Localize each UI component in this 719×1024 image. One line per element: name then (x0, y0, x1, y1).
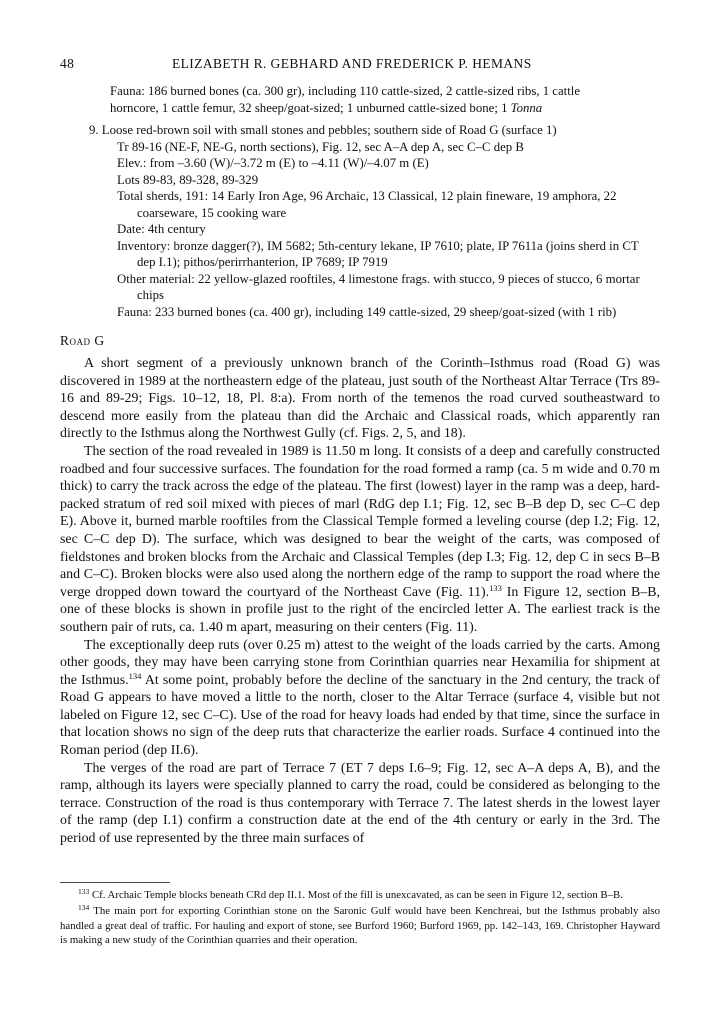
paragraph: The exceptionally deep ruts (over 0.25 m) attest to the weight of the loads carried by the carts. Among other goods, they may have been carrying stone from Corinthian quarries near Hexamilia for shipment at the Isthmus.$^{134}$ At some point, probably before the decline of the sanctuary in the 2nd century, the track of Road G appears to have moved a little to the north, closer to the Altar Terrace (surface 4, visible but not labeled on Figure 12, sec C–C). Use of the road for heavy loads had ended by that time, since the surface in that location shows no sign of the deep ruts that characterize the earlier roads. Surface 4 continued into the Roman period (dep II.6). (60, 637, 660, 759)
tonna-italic: Tonna (510, 100, 543, 115)
footnote-ref-133[interactable]: 133 (489, 582, 502, 593)
entry-sherds: Total sherds, 191: 14 Early Iron Age, 96 Archaic, 13 Classical, 12 plain fineware, 19 amphora, 22 coarseware, 15 cooking ware (117, 189, 617, 220)
entry-fauna: Fauna: 233 burned bones (ca. 400 gr), including 149 cattle-sized, 29 sheep/goat-sized (with 1 rib) (117, 304, 617, 319)
fauna-entry-continued (110, 83, 659, 116)
paragraph: The section of the road revealed in 1989 is 11.50 m long. It consists of a deep and carefully constructed roadbed and four successive surfaces. The foundation for the road formed a ramp (ca. 5 m wide and 0.70 m thick) to carry the track across the edge of the plateau. The first (lowest) layer in the ramp was a deep, hard-packed stratum of red soil mixed with pieces of marl (RdG dep I.1; Fig. 12, sec B–B dep D, sec C–C dep E). Above it, burned marble rooftiles from the Classical Temple formed a leveling course (dep I.2; Fig. 12, sec C–C dep D). The surface, which was designed to bear the weight of the carts, was composed of fieldstones and broken blocks from the Archaic and Classical Temples (dep I.3; Fig. 12, dep C in secs B–B and C–C). Broken blocks were also used along the northern edge of the ramp to support the road where the verge dropped down toward the courtyard of the Northeast Cave (Fig. 11).$^{133}$ In Figure 12, section B–B, one of these blocks is shown in profile just to the right of the encircled letter A. The earliest track is the southern pair of ruts, ca. 1.40 m apart, measuring on their centers (Fig. 11). (60, 443, 660, 635)
footnote-134: $^{134}$ The main port for exporting Corinthian stone on the Saronic Gulf would have been Kenchreai, but the Isthmus probably also handled a great deal of traffic. For hauling and export of stone, see Burford 1960; Burford 1969, pp. 142–143, 169. Christopher Hayward is making a new study of the Corinthian quarries and their operation. (60, 903, 660, 946)
entry-other-material: Other material: 22 yellow-glazed rooftiles, 4 limestone frags. with stucco, 9 pieces of stucco, 6 mortar chips (117, 271, 640, 302)
fauna-line-2: horncore, 1 cattle femur, 32 sheep/goat-sized; 1 unburned cattle-sized bone; 1 Tonna (110, 100, 543, 115)
body-text (60, 355, 660, 848)
deposit-entry-9 (89, 122, 659, 320)
running-title: ELIZABETH R. GEBHARD AND FREDERICK P. HEMANS (172, 56, 532, 71)
footnote-ref-134[interactable]: 134 (128, 670, 142, 681)
entry-trench: Tr 89-16 (NE-F, NE-G, north sections), Fig. 12, sec A–A dep A, sec C–C dep B (117, 139, 524, 154)
footnote-133: $^{133}$ Cf. Archaic Temple blocks beneath CRd dep II.1. Most of the fill is unexcavated, as can be seen in Figure 12, section B–B. (78, 887, 623, 901)
page-number: 48 (60, 56, 75, 71)
running-header (60, 56, 659, 74)
footnotes (60, 888, 660, 949)
entry-title: 9. Loose red-brown soil with small stones and pebbles; southern side of Road G (surface 1) (89, 123, 557, 137)
paragraph: The verges of the road are part of Terrace 7 (ET 7 deps I.6–9; Fig. 12, sec A–A deps A, B), and the ramp, although its layers were specially planned to carry the road, could be considered as belonging to the terrace. Construction of the road is thus contemporary with Terrace 7. The latest sherds in the lowest layer of the ramp (dep I.1) confirm a construction date at the end of the 4th century or early in the 3rd. The period of use represented by the three main surfaces of (60, 760, 660, 847)
entry-lots: Lots 89-83, 89-328, 89-329 (117, 172, 259, 187)
entry-date: Date: 4th century (117, 222, 206, 236)
footnote-rule (60, 882, 170, 883)
paragraph: A short segment of a previously unknown branch of the Corinth–Isthmus road (Road G) was discovered in 1989 at the northeastern edge of the plateau, just south of the Northeast Altar Terrace (Trs 89-16 and 89-29; Figs. 10–12, 18, Pl. 8:a). From north of the temenos the road curved southeastward to descend more easily from the plateau than did the Archaic and Classical roads, which apparently ran directly to the Isthmus along the Northwest Gully (cf. Figs. 2, 5, and 18). (60, 356, 660, 442)
fauna-line-1: Fauna: 186 burned bones (ca. 300 gr), including 110 cattle-sized, 2 cattle-sized ribs, 1 cattle (110, 84, 581, 98)
entry-elevation: Elev.: from –3.60 (W)/–3.72 m (E) to –4.11 (W)/–4.07 m (E) (117, 156, 429, 170)
entry-inventory: Inventory: bronze dagger(?), IM 5682; 5th-century lekane, IP 7610; plate, IP 7611a (joins sherd in CT dep I.1); pithos/perirrhanterion, IP 7689; IP 7919 (117, 238, 639, 269)
section-heading: Road G (60, 333, 105, 348)
